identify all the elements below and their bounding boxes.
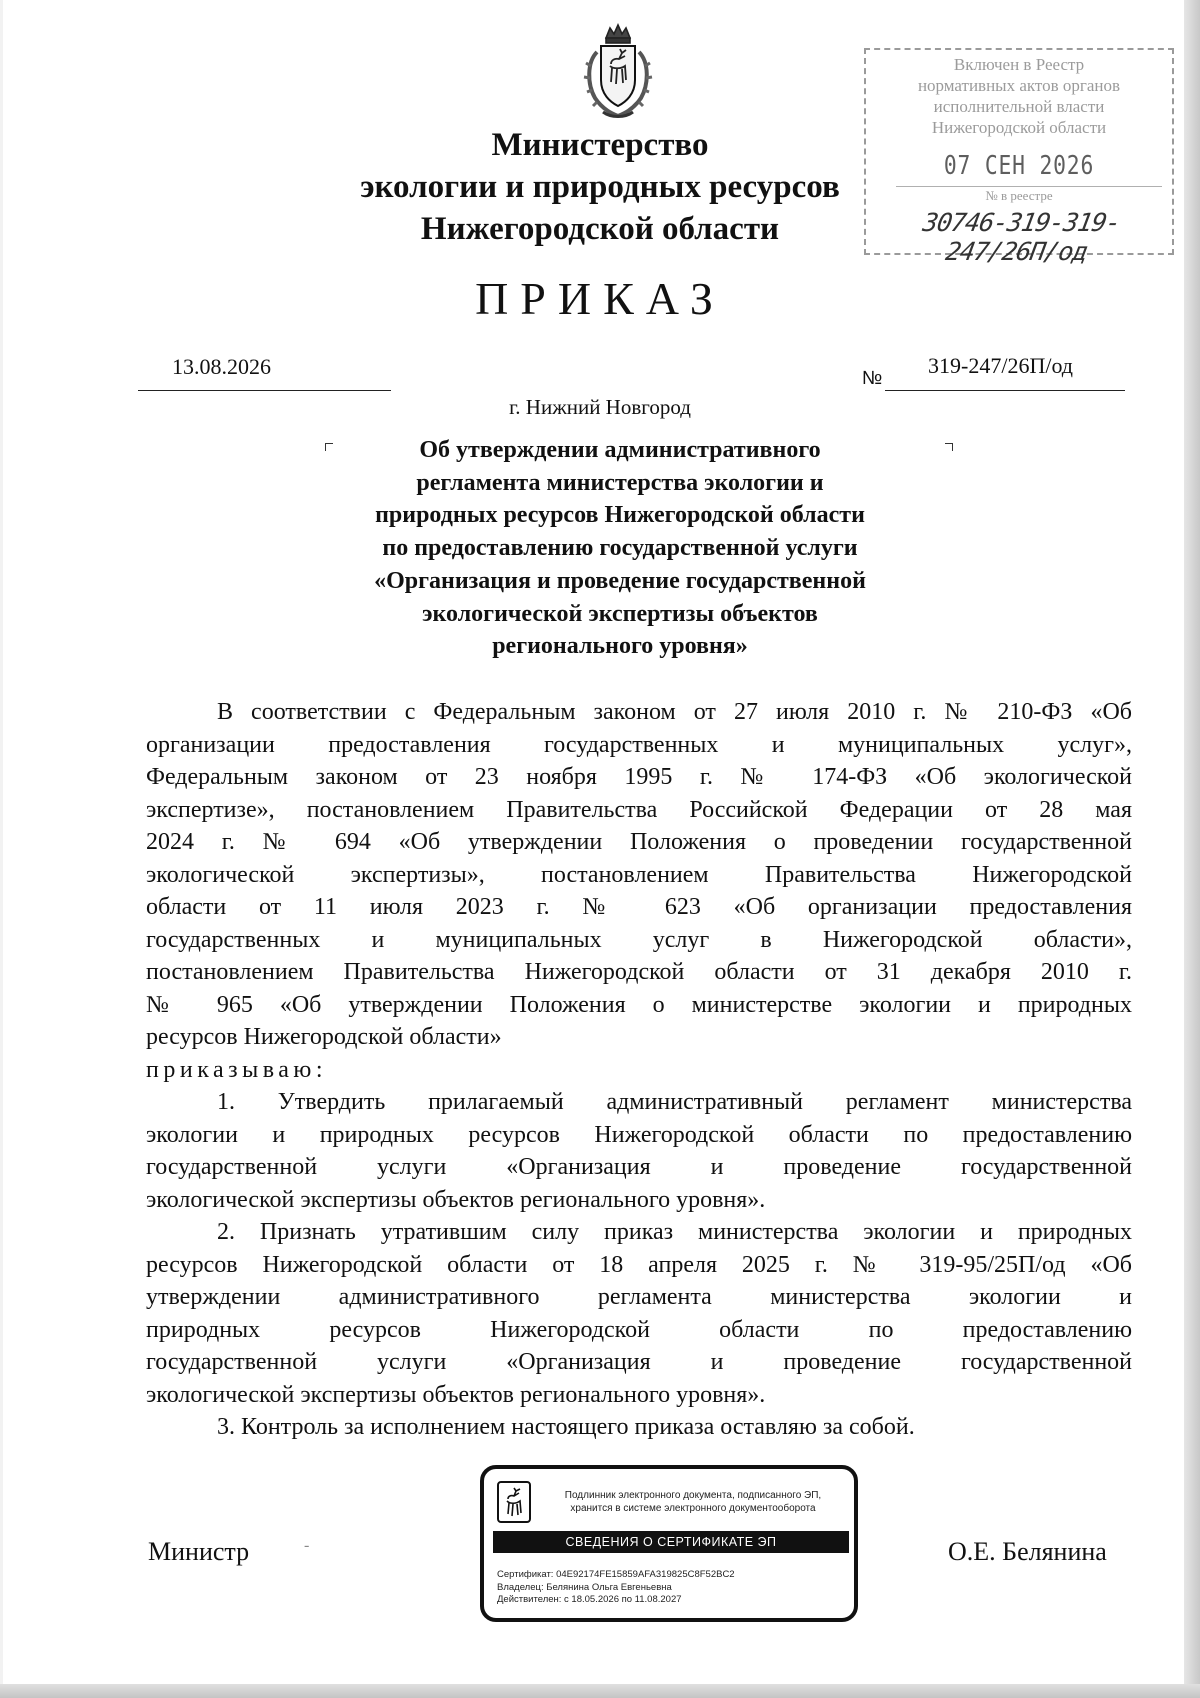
esig-note-line-2: хранится в системе электронного документооборота bbox=[570, 1503, 816, 1514]
signatory-position: Министр bbox=[148, 1537, 250, 1566]
body-line: № 965 «Об утверждении Положения о министерстве экологии и природных bbox=[146, 991, 1132, 1018]
body-line: утверждении административного регламента министерства экологии и bbox=[146, 1284, 1132, 1310]
order-date: 13.08.2026 bbox=[172, 354, 271, 379]
body-line: экологии и природных ресурсов Нижегородской области по предоставлению bbox=[146, 1121, 1132, 1148]
stamp-line-1: Включен в Реестр bbox=[953, 55, 1085, 74]
esig-validity: Действителен: с 18.05.2026 по 11.08.2027 bbox=[497, 1594, 682, 1605]
stamp-registry-number: 30746-319-319-247/26П/од bbox=[920, 208, 1123, 266]
title-line: регламента министерства экологии и bbox=[416, 469, 824, 496]
title-corner-right bbox=[945, 443, 953, 451]
body-line: В соответствии с Федеральным законом от 27 июля 2010 г. № 210-ФЗ «Об bbox=[217, 699, 1132, 725]
order-body bbox=[146, 696, 1132, 1444]
page-left-edge bbox=[0, 0, 3, 1698]
scan-bottom-edge bbox=[0, 1684, 1200, 1698]
esig-certificate-info bbox=[497, 1569, 847, 1607]
date-underline bbox=[138, 390, 391, 391]
coat-of-arms-icon bbox=[581, 22, 655, 122]
stamp-text bbox=[866, 54, 1172, 138]
esig-certificate-id: Сертификат: 04E92174FE15859AFA319825C8F52BC2 bbox=[497, 1569, 735, 1580]
body-line: природных ресурсов Нижегородской области по предоставлению bbox=[146, 1316, 1132, 1343]
body-line: постановлением Правительства Нижегородской области от 31 декабря 2010 г. bbox=[146, 959, 1132, 985]
esig-certificate-header: СВЕДЕНИЯ О СЕРТИФИКАТЕ ЭП bbox=[493, 1531, 849, 1553]
stamp-registry-label: № в реестре bbox=[985, 188, 1053, 203]
body-line: экспертизе», постановлением Правительства Российской Федерации от 28 мая bbox=[146, 796, 1132, 823]
scan-right-edge bbox=[1184, 0, 1200, 1698]
title-line: регионального уровня» bbox=[492, 633, 748, 660]
body-line: ресурсов Нижегородской области от 18 апреля 2025 г. № 319-95/25П/од «Об bbox=[146, 1251, 1132, 1278]
body-line: области от 11 июля 2023 г. № 623 «Об организации предоставления bbox=[146, 894, 1132, 920]
ministry-line-1: Министерство bbox=[491, 127, 709, 163]
stamp-date: 07 СЕН 2026 bbox=[943, 151, 1095, 181]
stamp-line-2: нормативных актов органов bbox=[917, 76, 1121, 95]
body-line: Федеральным законом от 23 ноября 1995 г. № 174-ФЗ «Об экологической bbox=[146, 764, 1132, 790]
body-line: экологической экспертизы объектов регионального уровня». bbox=[146, 1186, 766, 1213]
deer-emblem-icon bbox=[497, 1481, 531, 1523]
title-line: экологической экспертизы объектов bbox=[422, 600, 818, 627]
signatory-name: О.Е. Белянина bbox=[948, 1537, 1107, 1566]
esig-note bbox=[538, 1489, 848, 1515]
body-line: 2024 г. № 694 «Об утверждении Положения о проведении государственной bbox=[146, 829, 1132, 855]
esig-owner: Владелец: Белянина Ольга Евгеньевна bbox=[497, 1581, 672, 1593]
body-line: экологической экспертизы», постановлением Правительства Нижегородской bbox=[146, 861, 1132, 888]
order-title bbox=[320, 434, 920, 663]
stamp-line-4: Нижегородской области bbox=[931, 118, 1107, 137]
stamp-divider bbox=[896, 186, 1162, 187]
body-line: государственной услуги «Организация и проведение государственной bbox=[146, 1349, 1132, 1375]
body-line: 2. Признать утратившим силу приказ министерства экологии и природных bbox=[217, 1219, 1132, 1245]
body-line: организации предоставления государственных и муниципальных услуг», bbox=[146, 731, 1132, 758]
body-line: государственной услуги «Организация и проведение государственной bbox=[146, 1154, 1132, 1180]
orders-word: приказываю: bbox=[146, 1056, 328, 1083]
esig-note-line-1: Подлинник электронного документа, подписанного ЭП, bbox=[564, 1490, 822, 1501]
body-line: экологической экспертизы объектов регионального уровня». bbox=[146, 1381, 766, 1408]
ministry-line-2: экологии и природных ресурсов bbox=[360, 169, 840, 205]
registry-stamp bbox=[864, 48, 1174, 266]
body-line: 1. Утвердить прилагаемый административный регламент министерства bbox=[217, 1089, 1132, 1115]
body-line: государственных и муниципальных услуг в Нижегородской области», bbox=[146, 926, 1132, 953]
title-line: Об утверждении административного bbox=[419, 437, 821, 463]
body-line: ресурсов Нижегородской области» bbox=[146, 1024, 502, 1050]
title-line: природных ресурсов Нижегородской области bbox=[375, 502, 865, 529]
title-line: «Организация и проведение государственной bbox=[374, 567, 866, 594]
signature-dash: - bbox=[304, 1537, 310, 1554]
stamp-line-3: исполнительной власти bbox=[933, 97, 1105, 116]
document-type: ПРИКАЗ bbox=[475, 273, 725, 324]
body-line: 3. Контроль за исполнением настоящего приказа оставляю за собой. bbox=[217, 1414, 915, 1440]
electronic-signature-block bbox=[480, 1465, 858, 1622]
title-line: по предоставлению государственной услуги bbox=[382, 535, 858, 562]
number-sign: № bbox=[862, 368, 883, 389]
ministry-name bbox=[300, 124, 900, 250]
ministry-line-3: Нижегородской области bbox=[420, 211, 780, 247]
order-number: 319-247/26П/од bbox=[928, 353, 1073, 378]
city: г. Нижний Новгород bbox=[509, 395, 691, 419]
number-underline bbox=[885, 390, 1125, 391]
